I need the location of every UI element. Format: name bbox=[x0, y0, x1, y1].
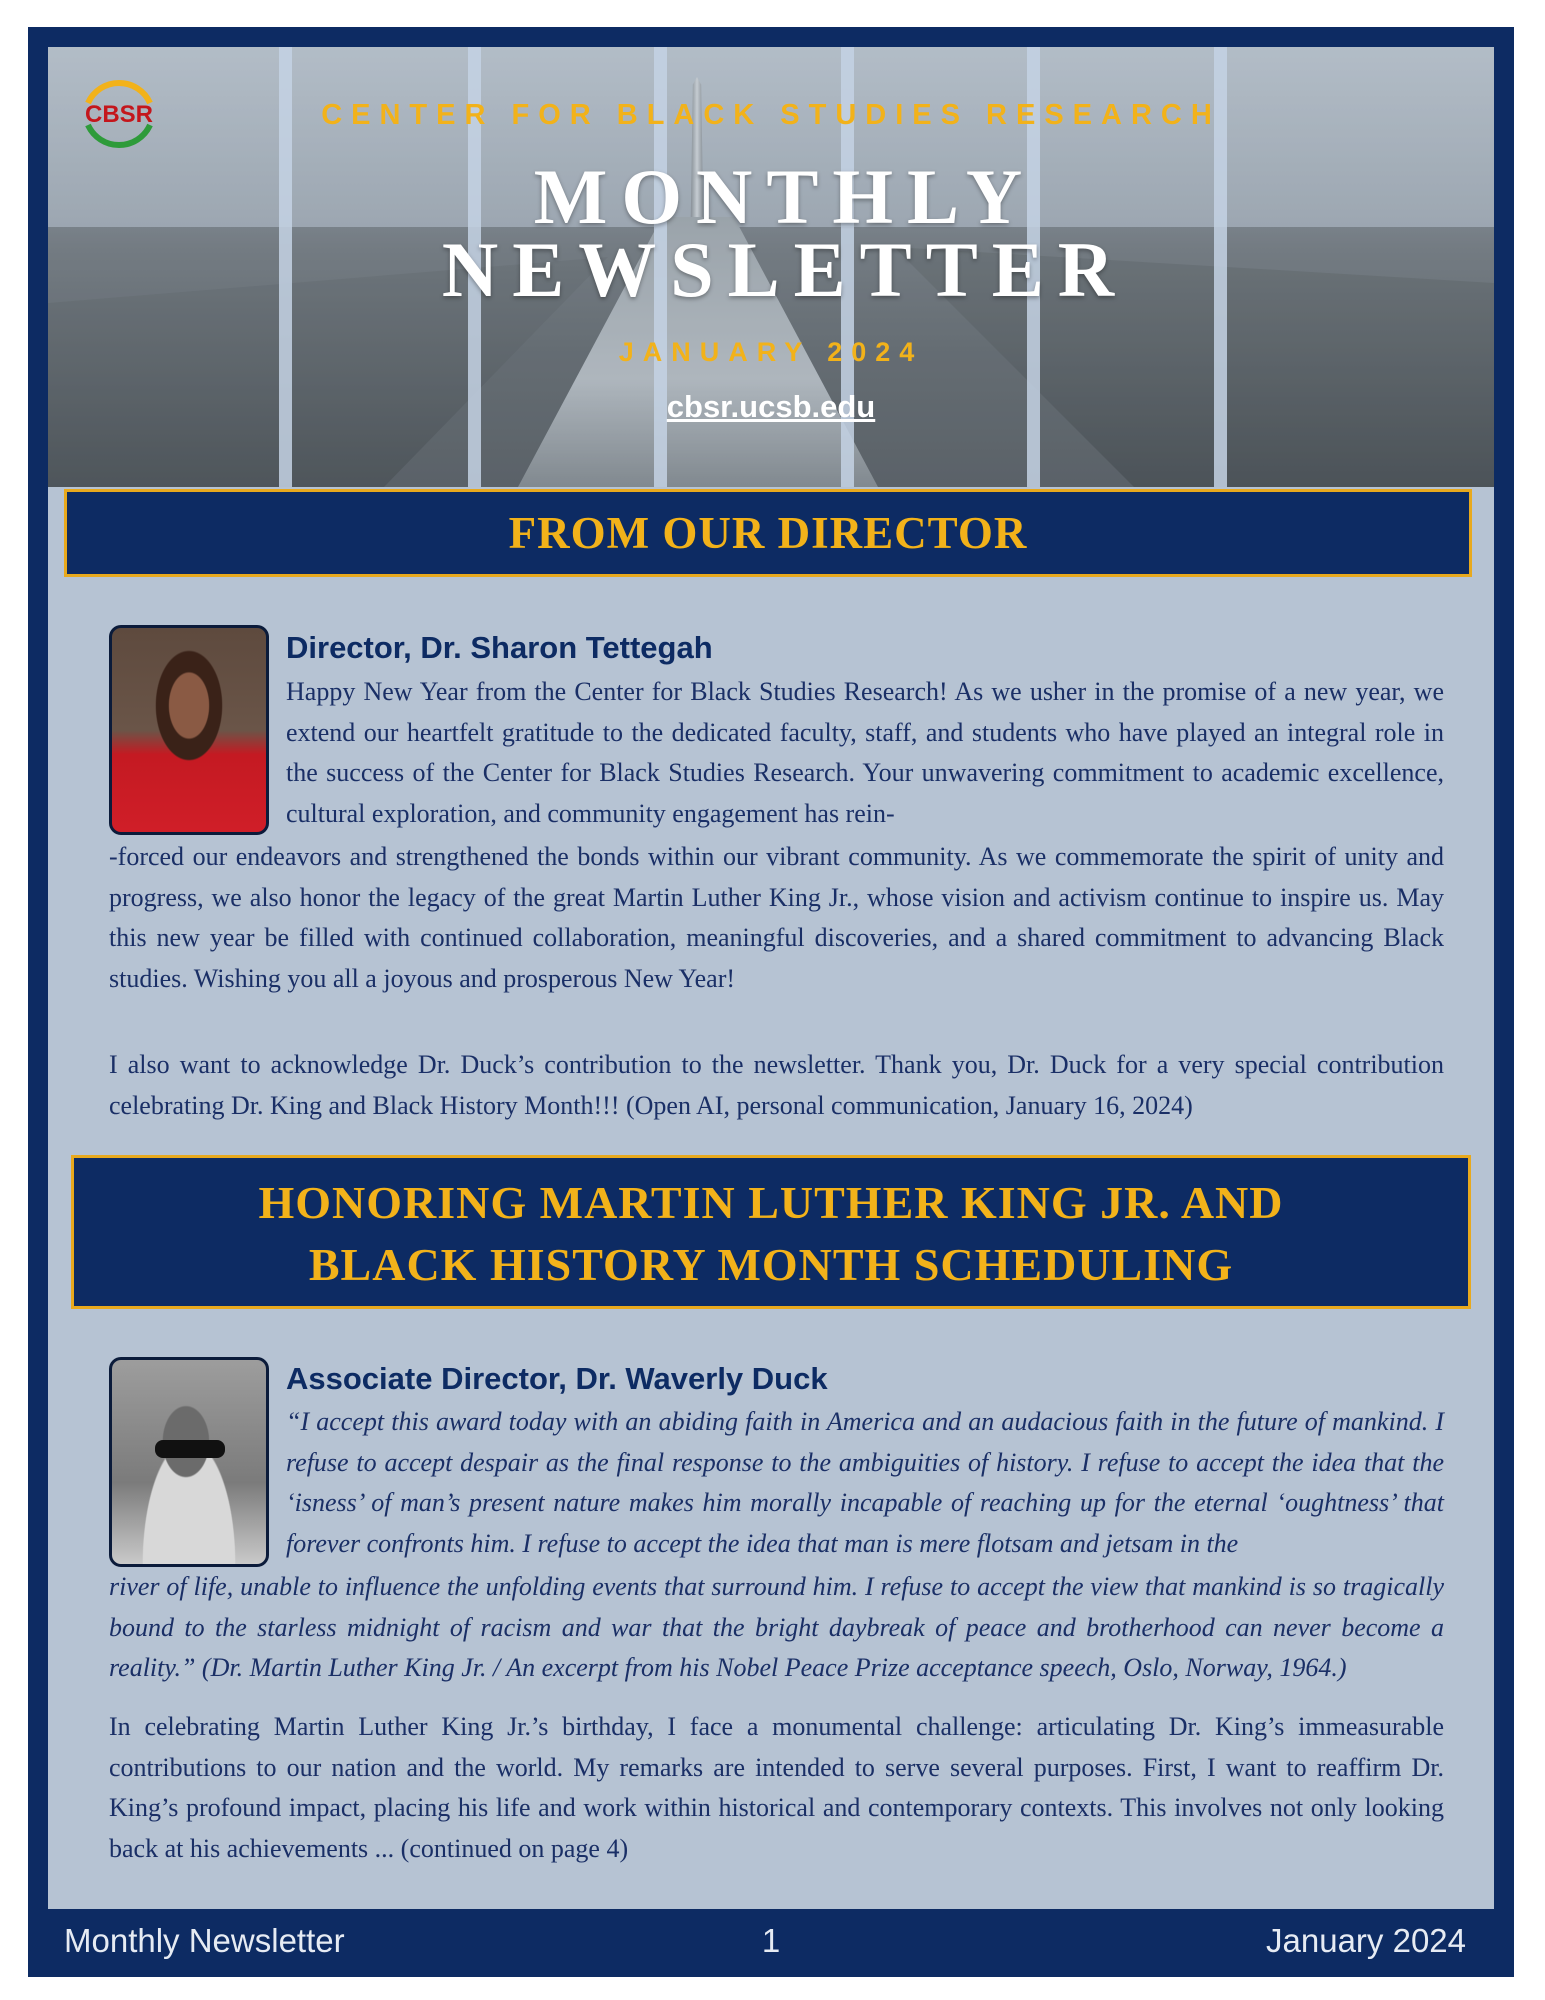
section-heading-director: FROM OUR DIRECTOR bbox=[64, 489, 1472, 577]
footer-date: January 2024 bbox=[1266, 1922, 1466, 1959]
mlk-quote-part2: river of life, unable to influence the unfolding events that surround him. I refuse to accept the view that mankind is so tragically bound to the starless midnight of racism and war that the bright daybreak of peace and brotherhood can never become a reality.” (Dr. Martin Luther King Jr. / An excerpt from his Nobel Peace Prize acceptance speech, Oslo, Norway, 1964.) bbox=[109, 1572, 1444, 1682]
director-message-part1: Happy New Year from the Center for Black Studies Research! As we usher in the promise of a new year, we extend our heartfelt gratitude to the dedicated faculty, staff, and students who have played an integral role in the success of the Center for Black Studies Research. Your unwavering commitment to academic excellence, cultural exploration, and community engagement has rein- bbox=[286, 677, 1444, 828]
photo-sunglasses bbox=[155, 1440, 225, 1458]
section-heading-line2: BLACK HISTORY MONTH SCHEDULING bbox=[308, 1239, 1234, 1290]
issue-date: JANUARY 2024 bbox=[618, 337, 924, 367]
associate-director-photo bbox=[109, 1357, 269, 1567]
newsletter-page bbox=[48, 47, 1494, 1909]
director-name: Director, Dr. Sharon Tettegah bbox=[286, 630, 713, 665]
director-photo bbox=[109, 625, 269, 835]
page-number: 1 bbox=[761, 1922, 781, 1959]
page-footer bbox=[48, 1909, 1494, 1977]
section-heading-mlk bbox=[71, 1155, 1471, 1309]
director-message-part2: -forced our endeavors and strengthened the bonds within our vibrant community. As we commemorate the spirit of unity and progress, we also honor the legacy of the great Martin Luther King Jr., whose vision and activism continue to inspire us. May this new year be filled with continued collaboration, meaningful discoveries, and a shared commitment to advancing Black studies. Wishing you all a joyous and prosperous New Year! bbox=[109, 842, 1444, 993]
newsletter-frame bbox=[28, 27, 1514, 1977]
mlk-quote-part1: “I accept this award today with an abiding faith in America and an audacious faith in the future of mankind. I refuse to accept despair as the final response to the ambiguities of history. I refuse to accept the idea that the ‘isness’ of man’s present nature makes him morally incapable of reaching up for the eternal ‘oughtness’ that forever confronts him. I refuse to accept the idea that man is mere flotsam and jetsam in the bbox=[286, 1407, 1444, 1558]
newsletter-title-line2: NEWSLETTER bbox=[441, 226, 1129, 313]
director-acknowledgement: I also want to acknowledge Dr. Duck’s contribution to the newsletter. Thank you, Dr. Duck for a very special contribution celebrating Dr. King and Black History Month!!! (Open AI, personal communication, January 16, 2024) bbox=[109, 1050, 1444, 1120]
website-link[interactable]: cbsr.ucsb.edu bbox=[666, 389, 876, 424]
logo-text: CBSR bbox=[84, 101, 154, 128]
footer-title: Monthly Newsletter bbox=[64, 1922, 345, 1959]
newsletter-title-line1: MONTHLY bbox=[533, 153, 1037, 240]
mlk-remarks: In celebrating Martin Luther King Jr.’s birthday, I face a monumental challenge: articulating Dr. King’s immeasurable contributions to our nation and the world. My remarks are intended to serve several purposes. First, I want to reaffirm Dr. King’s profound impact, placing his life and work within historical and contemporary contexts. This involves not only looking back at his achievements ... (continued on page 4) bbox=[109, 1712, 1444, 1863]
header-banner bbox=[48, 47, 1494, 487]
center-name: CENTER FOR BLACK STUDIES RESEARCH bbox=[321, 99, 1221, 131]
section-heading-line1: HONORING MARTIN LUTHER KING JR. AND bbox=[258, 1177, 1284, 1228]
associate-director-name: Associate Director, Dr. Waverly Duck bbox=[286, 1361, 828, 1396]
